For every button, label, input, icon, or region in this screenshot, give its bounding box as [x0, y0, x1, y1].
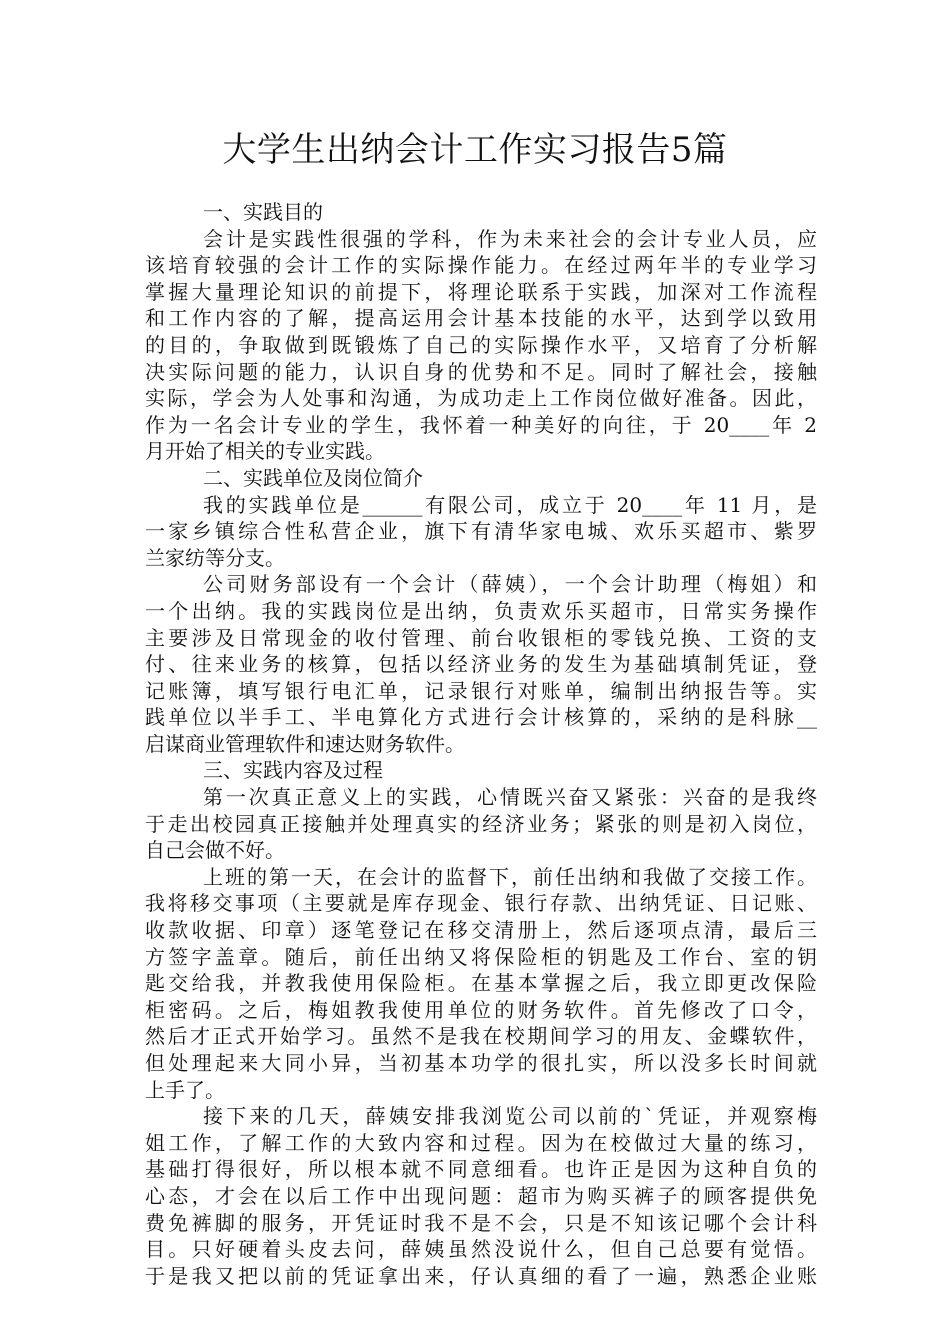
text-line: 匙交给我，并教我使用保险柜。在基本掌握之后，我立即更改保险: [145, 971, 817, 996]
text-line: 会计是实践性很强的学科，作为未来社会的会计专业人员，应: [203, 226, 817, 251]
text-line: 心态，才会在以后工作中出现问题：超市为购买裤子的顾客提供免: [145, 1183, 817, 1208]
text-line: 方签字盖章。随后，前任出纳又将保险柜的钥匙及工作台、室的钥: [145, 944, 817, 969]
section-heading: 二、实践单位及岗位简介: [203, 465, 423, 490]
text-line: 然后才正式开始学习。虽然不是我在校期间学习的用友、金蝶软件，: [145, 1024, 817, 1049]
text-line: 主要涉及日常现金的收付管理、前台收银柜的零钱兑换、工资的支: [145, 625, 817, 650]
document-title: 大学生出纳会计工作实习报告5篇: [222, 130, 728, 170]
text-line: 我的实践单位是______有限公司，成立于 20____年 11 月，是: [203, 492, 817, 517]
text-line: 兰家纺等分支。: [145, 545, 285, 570]
text-line: 于走出校园真正接触并处理真实的经济业务；紧张的则是初入岗位，: [145, 811, 817, 836]
text-line: 我将移交事项（主要就是库存现金、银行存款、出纳凭证、日记账、: [145, 891, 817, 916]
text-line: 但处理起来大同小异，当初基本功学的很扎实，所以没多长时间就: [145, 1051, 817, 1075]
text-line: 决实际问题的能力，认识自身的优势和不足。同时了解社会，接触: [145, 359, 817, 384]
text-line: 一家乡镇综合性私营企业，旗下有清华家电城、欢乐买超市、紫罗: [145, 519, 817, 544]
section-heading: 三、实践内容及过程: [203, 758, 383, 783]
text-line: 和工作内容的了解，提高运用会计基本技能的水平，达到学以致用: [145, 306, 817, 331]
text-line: 自己会做不好。: [145, 838, 285, 863]
text-line: 付、往来业务的核算，包括以经济业务的发生为基础填制凭证，登: [145, 652, 817, 677]
text-line: 作为一名会计专业的学生，我怀着一种美好的向往，于 20____年 2: [145, 412, 817, 437]
text-line: 公司财务部设有一个会计（薛姨），一个会计助理（梅姐）和: [203, 572, 817, 597]
text-line: 目。只好硬着头皮去问，薛姨虽然没说什么，但自己总要有觉悟。: [145, 1237, 817, 1262]
text-line: 掌握大量理论知识的前提下，将理论联系于实践，加深对工作流程: [145, 279, 817, 304]
text-line: 基础打得很好，所以根本就不同意细看。也许正是因为这种自负的: [145, 1157, 817, 1182]
text-line: 上手了。: [145, 1077, 225, 1102]
text-line: 第一次真正意义上的实践，心情既兴奋又紧张：兴奋的是我终: [203, 785, 817, 810]
text-line: 月开始了相关的专业实践。: [145, 439, 385, 464]
text-line: 记账簿，填写银行电汇单，记录银行对账单，编制出纳报告等。实: [145, 678, 817, 703]
text-line: 费免裤脚的服务，开凭证时我不是不会，只是不知该记哪个会计科: [145, 1210, 817, 1235]
text-line: 该培育较强的会计工作的实际操作能力。在经过两年半的专业学习: [145, 253, 817, 278]
text-line: 实际，学会为人处事和沟通，为成功走上工作岗位做好准备。因此，: [145, 386, 817, 411]
text-line: 的目的，争取做到既锻炼了自己的实际操作水平，又培育了分析解: [145, 332, 817, 357]
text-line: 柜密码。之后，梅姐教我使用单位的财务软件。首先修改了口令，: [145, 997, 817, 1022]
text-line: 接下来的几天，薛姨安排我浏览公司以前的`凭证，并观察梅: [203, 1104, 817, 1129]
text-line: 收款收据、印章）逐笔登记在移交清册上，然后逐项点清，最后三: [145, 918, 817, 943]
section-heading: 一、实践目的: [203, 200, 323, 224]
text-line: 上班的第一天，在会计的监督下，前任出纳和我做了交接工作。: [203, 864, 817, 889]
document-body: [145, 199, 817, 1289]
text-line: 践单位以半手工、半电算化方式进行会计核算的，采纳的是科脉__: [145, 705, 817, 730]
text-line: 于是我又把以前的凭证拿出来，仔认真细的看了一遍，熟悉企业账: [145, 1263, 817, 1288]
text-line: 姐工作，了解工作的大致内容和过程。因为在校做过大量的练习，: [145, 1130, 817, 1155]
text-line: 一个出纳。我的实践岗位是出纳，负责欢乐买超市，日常实务操作: [145, 598, 817, 623]
text-line: 启谋商业管理软件和速达财务软件。: [145, 731, 465, 756]
